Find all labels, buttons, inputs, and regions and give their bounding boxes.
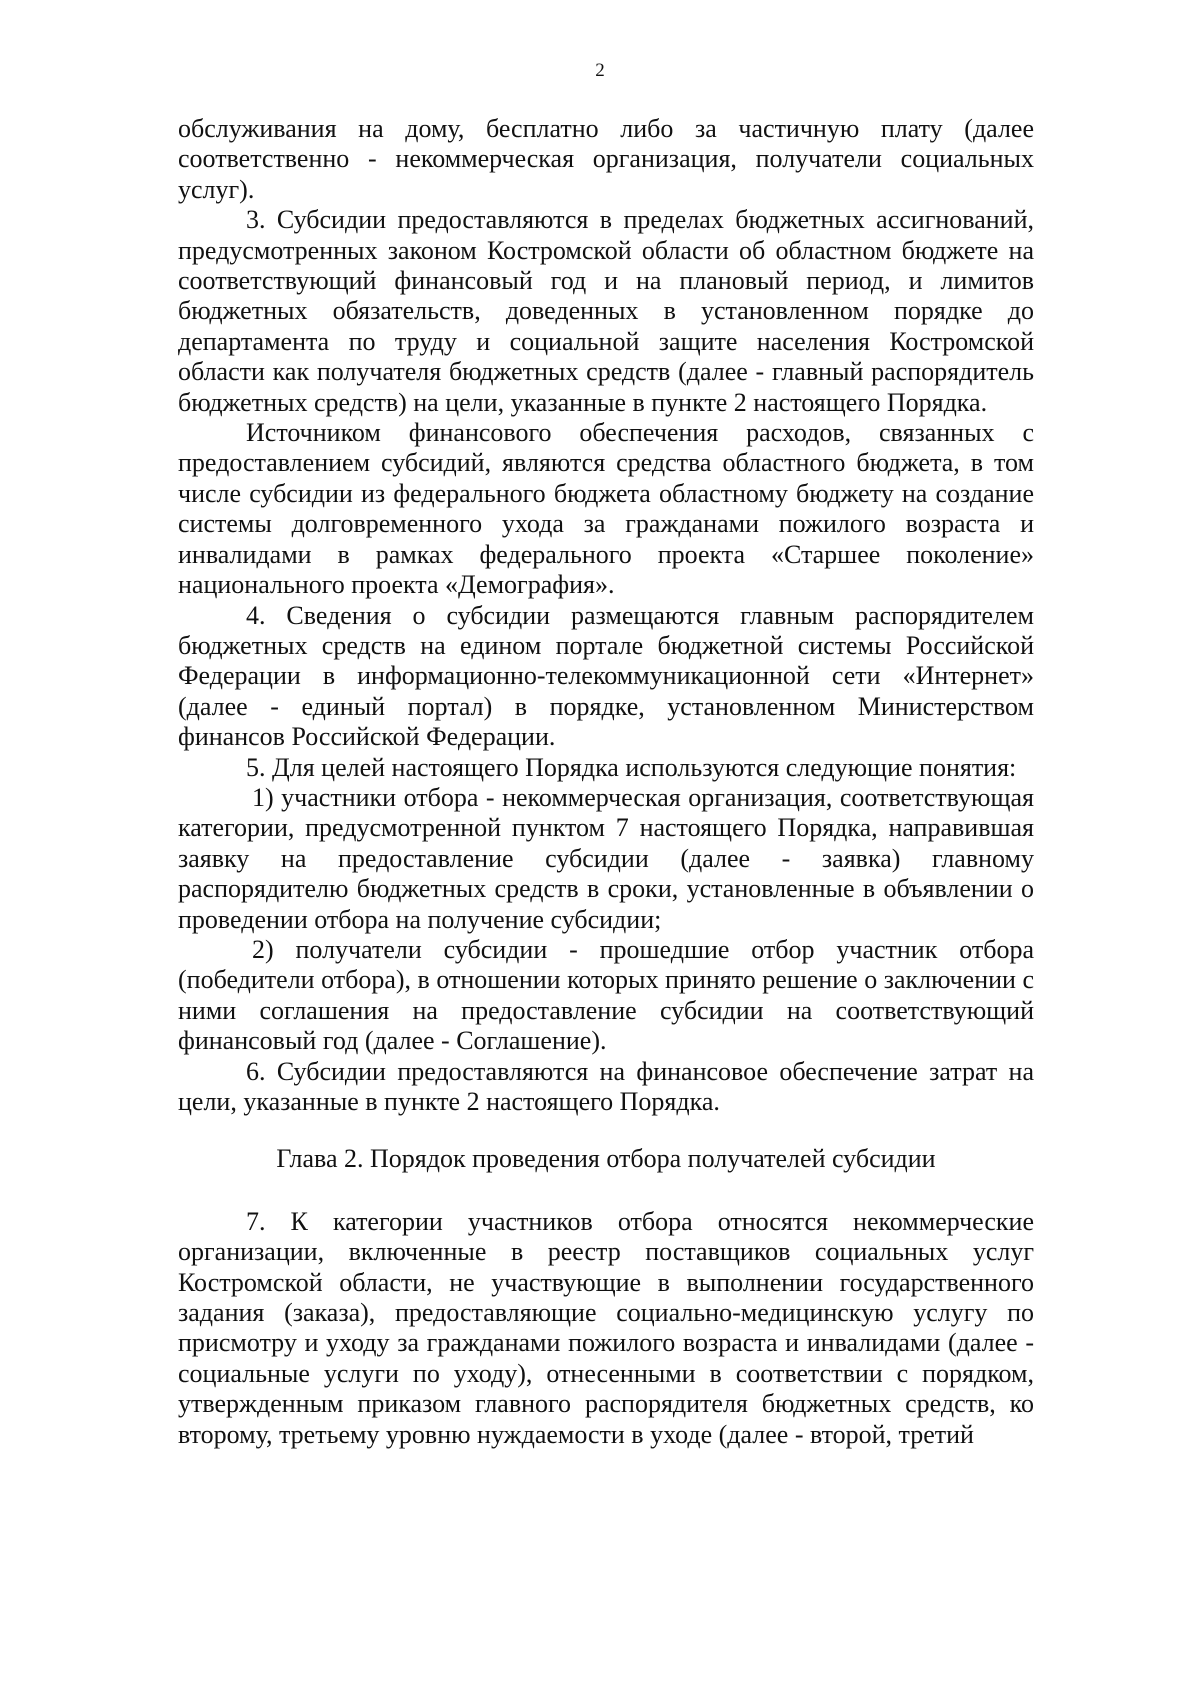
chapter-heading: Глава 2. Порядок проведения отбора получателей субсидии <box>276 1144 936 1174</box>
page-number: 2 <box>595 60 605 81</box>
paragraph-7: 7. К категории участников отбора относятся некоммерческие организации, включенные в реестр поставщиков социальных услуг Костромской области, не участвующие в выполнении государственного задания (заказа), предоставляющие социально-медицинскую услугу по присмотру и уходу за гражданами пожилого возраста и инвалидами (далее - социальные услуги по уходу), отнесенными в соответствии с порядком, утвержденным приказом главного распорядителя бюджетных средств, ко второму, третьему уровню нуждаемости в уходе (далее - второй, третий <box>178 1206 1034 1449</box>
paragraph-5-item-2: 2) получатели субсидии - прошедшие отбор участник отбора (победители отбора), в отношении которых принято решение о заключении с ними соглашения на предоставление субсидии на соответствующий финансовый год (далее - Соглашение). <box>178 934 1034 1056</box>
paragraph-5: 5. Для целей настоящего Порядка используются следующие понятия: <box>246 752 1017 782</box>
paragraph-3: 3. Субсидии предоставляются в пределах бюджетных ассигнований, предусмотренных законом Костромской области об областном бюджете на соответствующий финансовый год и на плановый период, и лимитов бюджетных обязательств, доведенных в установленном порядке до департамента по труду и социальной защите населения Костромской области как получателя бюджетных средств (далее - главный распорядитель бюджетных средств) на цели, указанные в пункте 2 настоящего Порядка. <box>178 205 1034 417</box>
paragraph-4: 4. Сведения о субсидии размещаются главным распорядителем бюджетных средств на едином портале бюджетной системы Российской Федерации в информационно-телекоммуникационной сети «Интернет» (далее - единый портал) в порядке, установленном Министерством финансов Российской Федерации. <box>178 600 1034 752</box>
paragraph-funding-source: Источником финансового обеспечения расходов, связанных с предоставлением субсидий, являются средства областного бюджета, в том числе субсидии из федерального бюджета областному бюджету на создание системы долговременного ухода за гражданами пожилого возраста и инвалидами в рамках федерального проекта «Старшее поколение» национального проекта «Демография». <box>178 418 1034 600</box>
paragraph-6: 6. Субсидии предоставляются на финансовое обеспечение затрат на цели, указанные в пункте 2 настоящего Порядка. <box>178 1056 1034 1116</box>
paragraph-5-item-1: 1) участники отбора - некоммерческая организация, соответствующая категории, предусмотренной пунктом 7 настоящего Порядка, направившая заявку на предоставление субсидии (далее - заявка) главному распорядителю бюджетных средств в сроки, установленные в объявлении о проведении отбора на получение субсидии; <box>178 782 1034 934</box>
paragraph-continuation: обслуживания на дому, бесплатно либо за частичную плату (далее соответственно - некоммерческая организация, получатели социальных услуг). <box>178 114 1034 204</box>
document-body <box>178 114 1034 1450</box>
